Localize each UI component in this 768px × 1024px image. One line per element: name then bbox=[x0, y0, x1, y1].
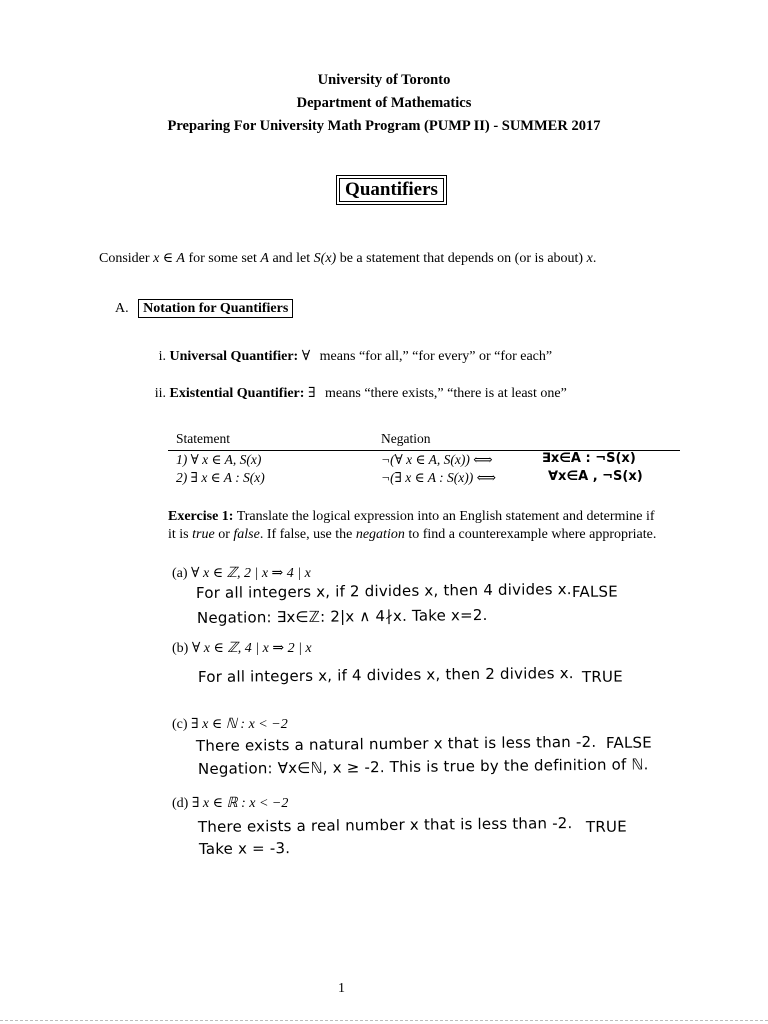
part-d-example: Take x = -3. bbox=[198, 839, 291, 858]
part-a-expression: (a) ∀ x ∈ ℤ, 2 | x ⇒ 4 | x bbox=[172, 566, 311, 581]
part-a-verdict: FALSE bbox=[571, 582, 618, 601]
header-department: Department of Mathematics bbox=[296, 95, 472, 111]
part-c-verdict: FALSE bbox=[605, 733, 652, 752]
intro-paragraph: Consider x ∈ A for some set A and let S(x) be a statement that depends on (or is about) x. bbox=[99, 251, 597, 266]
section-a-heading: Notation for Quantifiers bbox=[138, 299, 293, 318]
part-a-negation: Negation: ∃x∈ℤ: 2|x ∧ 4∤x. Take x=2. bbox=[196, 605, 488, 627]
section-a-label: A. bbox=[115, 301, 129, 316]
part-c-negation: Negation: ∀x∈ℕ, x ≥ -2. This is true by the definition of ℕ. bbox=[197, 755, 649, 778]
table-row-1-negation: ¬(∀ x ∈ A, S(x)) ⟺ bbox=[381, 452, 493, 467]
table-header-negation: Negation bbox=[381, 431, 431, 446]
part-d-expression: (d) ∃ x ∈ ℝ : x < −2 bbox=[172, 796, 289, 811]
page-title: Quantifiers bbox=[339, 178, 444, 202]
part-b-expression: (b) ∀ x ∈ ℤ, 4 | x ⇒ 2 | x bbox=[172, 641, 312, 656]
part-d-answer: There exists a real number x that is less than -2. bbox=[197, 814, 573, 836]
table-row-2-negation: ¬(∃ x ∈ A : S(x)) ⟺ bbox=[381, 470, 497, 485]
section-a bbox=[115, 301, 293, 317]
header-university: University of Toronto bbox=[317, 72, 451, 88]
part-c-answer: There exists a natural number x that is less than -2. bbox=[195, 732, 597, 755]
part-d-verdict: TRUE bbox=[585, 817, 627, 836]
table-row-2-handwritten: ∀x∈A , ¬S(x) bbox=[548, 469, 643, 484]
part-b-answer: For all integers x, if 4 divides x, then 2 divides x. bbox=[197, 664, 574, 686]
table-header-statement: Statement bbox=[176, 431, 230, 446]
page-number: 1 bbox=[338, 981, 345, 996]
quantifier-item-universal: i. Universal Quantifier: ∀ means “for all,” “for every” or “for each” bbox=[158, 349, 553, 364]
table-row-1-statement: 1) ∀ x ∈ A, S(x) bbox=[176, 452, 262, 467]
title-frame bbox=[336, 175, 447, 205]
page-edge-divider bbox=[0, 1020, 768, 1021]
exercise-line-2: it is true or false. If false, use the negation to find a counterexample where appropriate. bbox=[168, 527, 657, 542]
table-row-1-handwritten: ∃x∈A : ¬S(x) bbox=[542, 451, 636, 466]
table-row-2-statement: 2) ∃ x ∈ A : S(x) bbox=[176, 470, 265, 485]
header-program: Preparing For University Math Program (PUMP II) - SUMMER 2017 bbox=[167, 118, 601, 134]
part-b-verdict: TRUE bbox=[581, 667, 623, 686]
exercise-label: Exercise 1: bbox=[168, 509, 234, 524]
part-a-answer: For all integers x, if 2 divides x, then 4 divides x. bbox=[195, 580, 572, 602]
forall-symbol: ∀ bbox=[301, 349, 311, 364]
part-c-expression: (c) ∃ x ∈ ℕ : x < −2 bbox=[172, 717, 288, 732]
exists-symbol: ∃ bbox=[307, 386, 316, 401]
exercise-line-1: Exercise 1: Translate the logical expression into an English statement and determine if bbox=[168, 509, 655, 524]
quantifier-item-existential: ii. Existential Quantifier: ∃ means “there exists,” “there is at least one” bbox=[154, 386, 567, 401]
